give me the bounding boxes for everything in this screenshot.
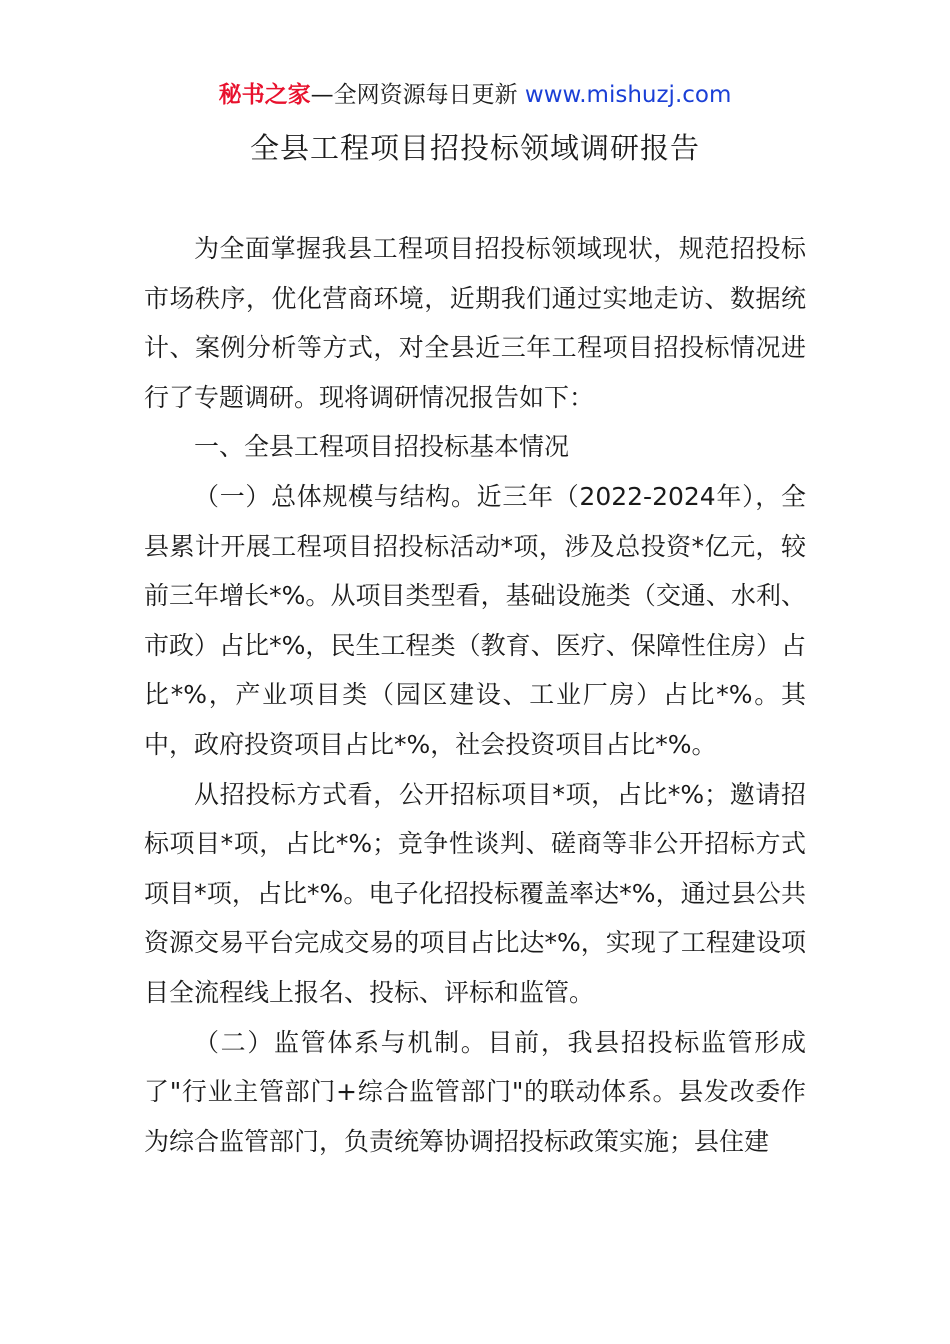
header-tagline: —全网资源每日更新 [310,82,518,108]
section-heading-1: 一、全县工程项目招投标基本情况 [194,432,570,462]
brand-name: 秘书之家 [218,82,311,108]
document-title: 全县工程项目招投标领域调研报告 [249,131,700,165]
document-body [144,224,806,1166]
subsection-1-paragraph: （一）总体规模与结构。近三年（2022-2024年），全县累计开展工程项目招投标活动*项，涉及总投资*亿元，较前三年增长*%。从项目类型看，基础设施类（交通、水利、市政）占比*%，民生工程类（教育、医疗、保障性住房）占比*%，产业项目类（园区建设、工业厂房）占比*%。其中，政府投资项目占比*%，社会投资项目占比*%。 [144,481,806,759]
bidding-methods-paragraph: 从招投标方式看，公开招标项目*项，占比*%；邀请招标项目*项，占比*%；竞争性谈判、磋商等非公开招标方式项目*项，占比*%。电子化招投标覆盖率达*%，通过县公共资源交易平台完成交易的项目占比达*%，实现了工程建设项目全流程线上报名、投标、评标和监管。 [144,779,806,1007]
watermark-header [0,78,950,112]
site-url-link[interactable]: www.mishuzj.com [524,82,732,108]
intro-paragraph: 为全面掌握我县工程项目招投标领域现状，规范招投标市场秩序，优化营商环境，近期我们通过实地走访、数据统计、案例分析等方式，对全县近三年工程项目招投标情况进行了专题调研。现将调研情况报告如下： [144,234,806,412]
subsection-2-paragraph: （二）监管体系与机制。目前，我县招投标监管形成了"行业主管部门+综合监管部门"的联动体系。县发改委作为综合监管部门，负责统筹协调招投标政策实施；县住建 [144,1027,806,1156]
